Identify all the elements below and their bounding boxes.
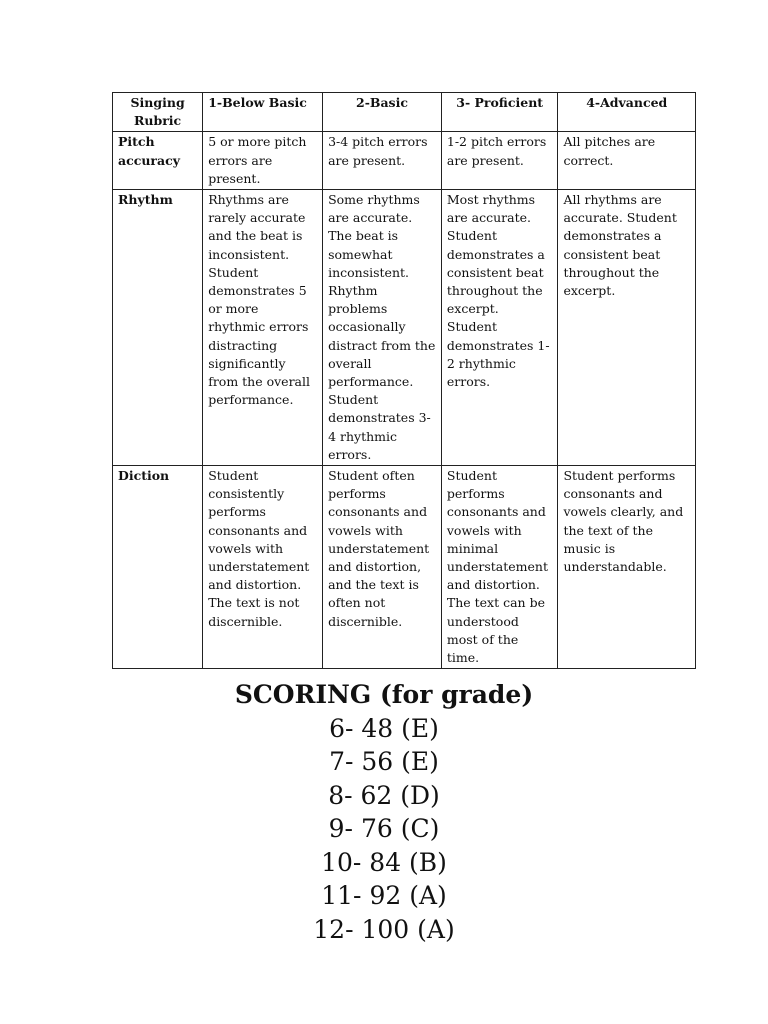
scoring-title: SCORING (for grade): [234, 680, 534, 709]
rubric-cell: Student performs consonants and vowels with minimal understatement and distortion. The text can be understood most of the time.: [441, 466, 558, 669]
rubric-cell: Some rhythms are accurate. The beat is somewhat inconsistent. Rhythm problems occasionally distract from the overall performance. Student demonstrates 3-4 rhythmic errors.: [323, 190, 442, 466]
rubric-cell: All rhythms are accurate. Student demonstrates a consistent beat throughout the excerpt.: [558, 190, 696, 466]
rubric-cell: Student performs consonants and vowels clearly, and the text of the music is understandable.: [558, 466, 696, 669]
rubric-row-label: Rhythm: [113, 190, 203, 466]
singing-rubric-table: [112, 92, 696, 669]
rubric-header-basic: 2-Basic: [323, 93, 442, 132]
rubric-cell: 3-4 pitch errors are present.: [323, 132, 442, 190]
scoring-section: [0, 678, 768, 946]
rubric-header-below-basic: 1-Below Basic: [203, 93, 323, 132]
rubric-cell: All pitches are correct.: [558, 132, 696, 190]
rubric-row-rhythm: [113, 190, 696, 466]
rubric-header-title: Singing Rubric: [113, 93, 203, 132]
scoring-item: 10- 84 (B): [321, 847, 447, 877]
rubric-row-diction: [113, 466, 696, 669]
rubric-cell: 1-2 pitch errors are present.: [441, 132, 558, 190]
rubric-cell: Student consistently performs consonants and vowels with understatement and distortion. The text is not discernible.: [203, 466, 323, 669]
rubric-row-label: Diction: [113, 466, 203, 669]
rubric-row-pitch-accuracy: [113, 132, 696, 190]
rubric-cell: Student often performs consonants and vowels with understatement and distortion, and the text is often not discernible.: [323, 466, 442, 669]
rubric-header-row: [113, 93, 696, 132]
scoring-item: 12- 100 (A): [313, 914, 455, 944]
rubric-header-advanced: 4-Advanced: [558, 93, 696, 132]
rubric-row-label: Pitch accuracy: [113, 132, 203, 190]
scoring-list: [0, 712, 768, 947]
rubric-header-proficient: 3- Proficient: [441, 93, 558, 132]
rubric-cell: Most rhythms are accurate. Student demonstrates a consistent beat throughout the excerpt. Student demonstrates 1-2 rhythmic errors.: [441, 190, 558, 466]
scoring-item: 6- 48 (E): [329, 713, 439, 743]
rubric-cell: Rhythms are rarely accurate and the beat is inconsistent. Student demonstrates 5 or more rhythmic errors distracting significantly from the overall performance.: [203, 190, 323, 466]
scoring-item: 8- 62 (D): [328, 780, 440, 810]
scoring-item: 11- 92 (A): [321, 881, 447, 910]
rubric-cell: 5 or more pitch errors are present.: [203, 132, 323, 190]
scoring-item: 7- 56 (E): [329, 747, 439, 776]
scoring-item: 9- 76 (C): [328, 814, 440, 843]
